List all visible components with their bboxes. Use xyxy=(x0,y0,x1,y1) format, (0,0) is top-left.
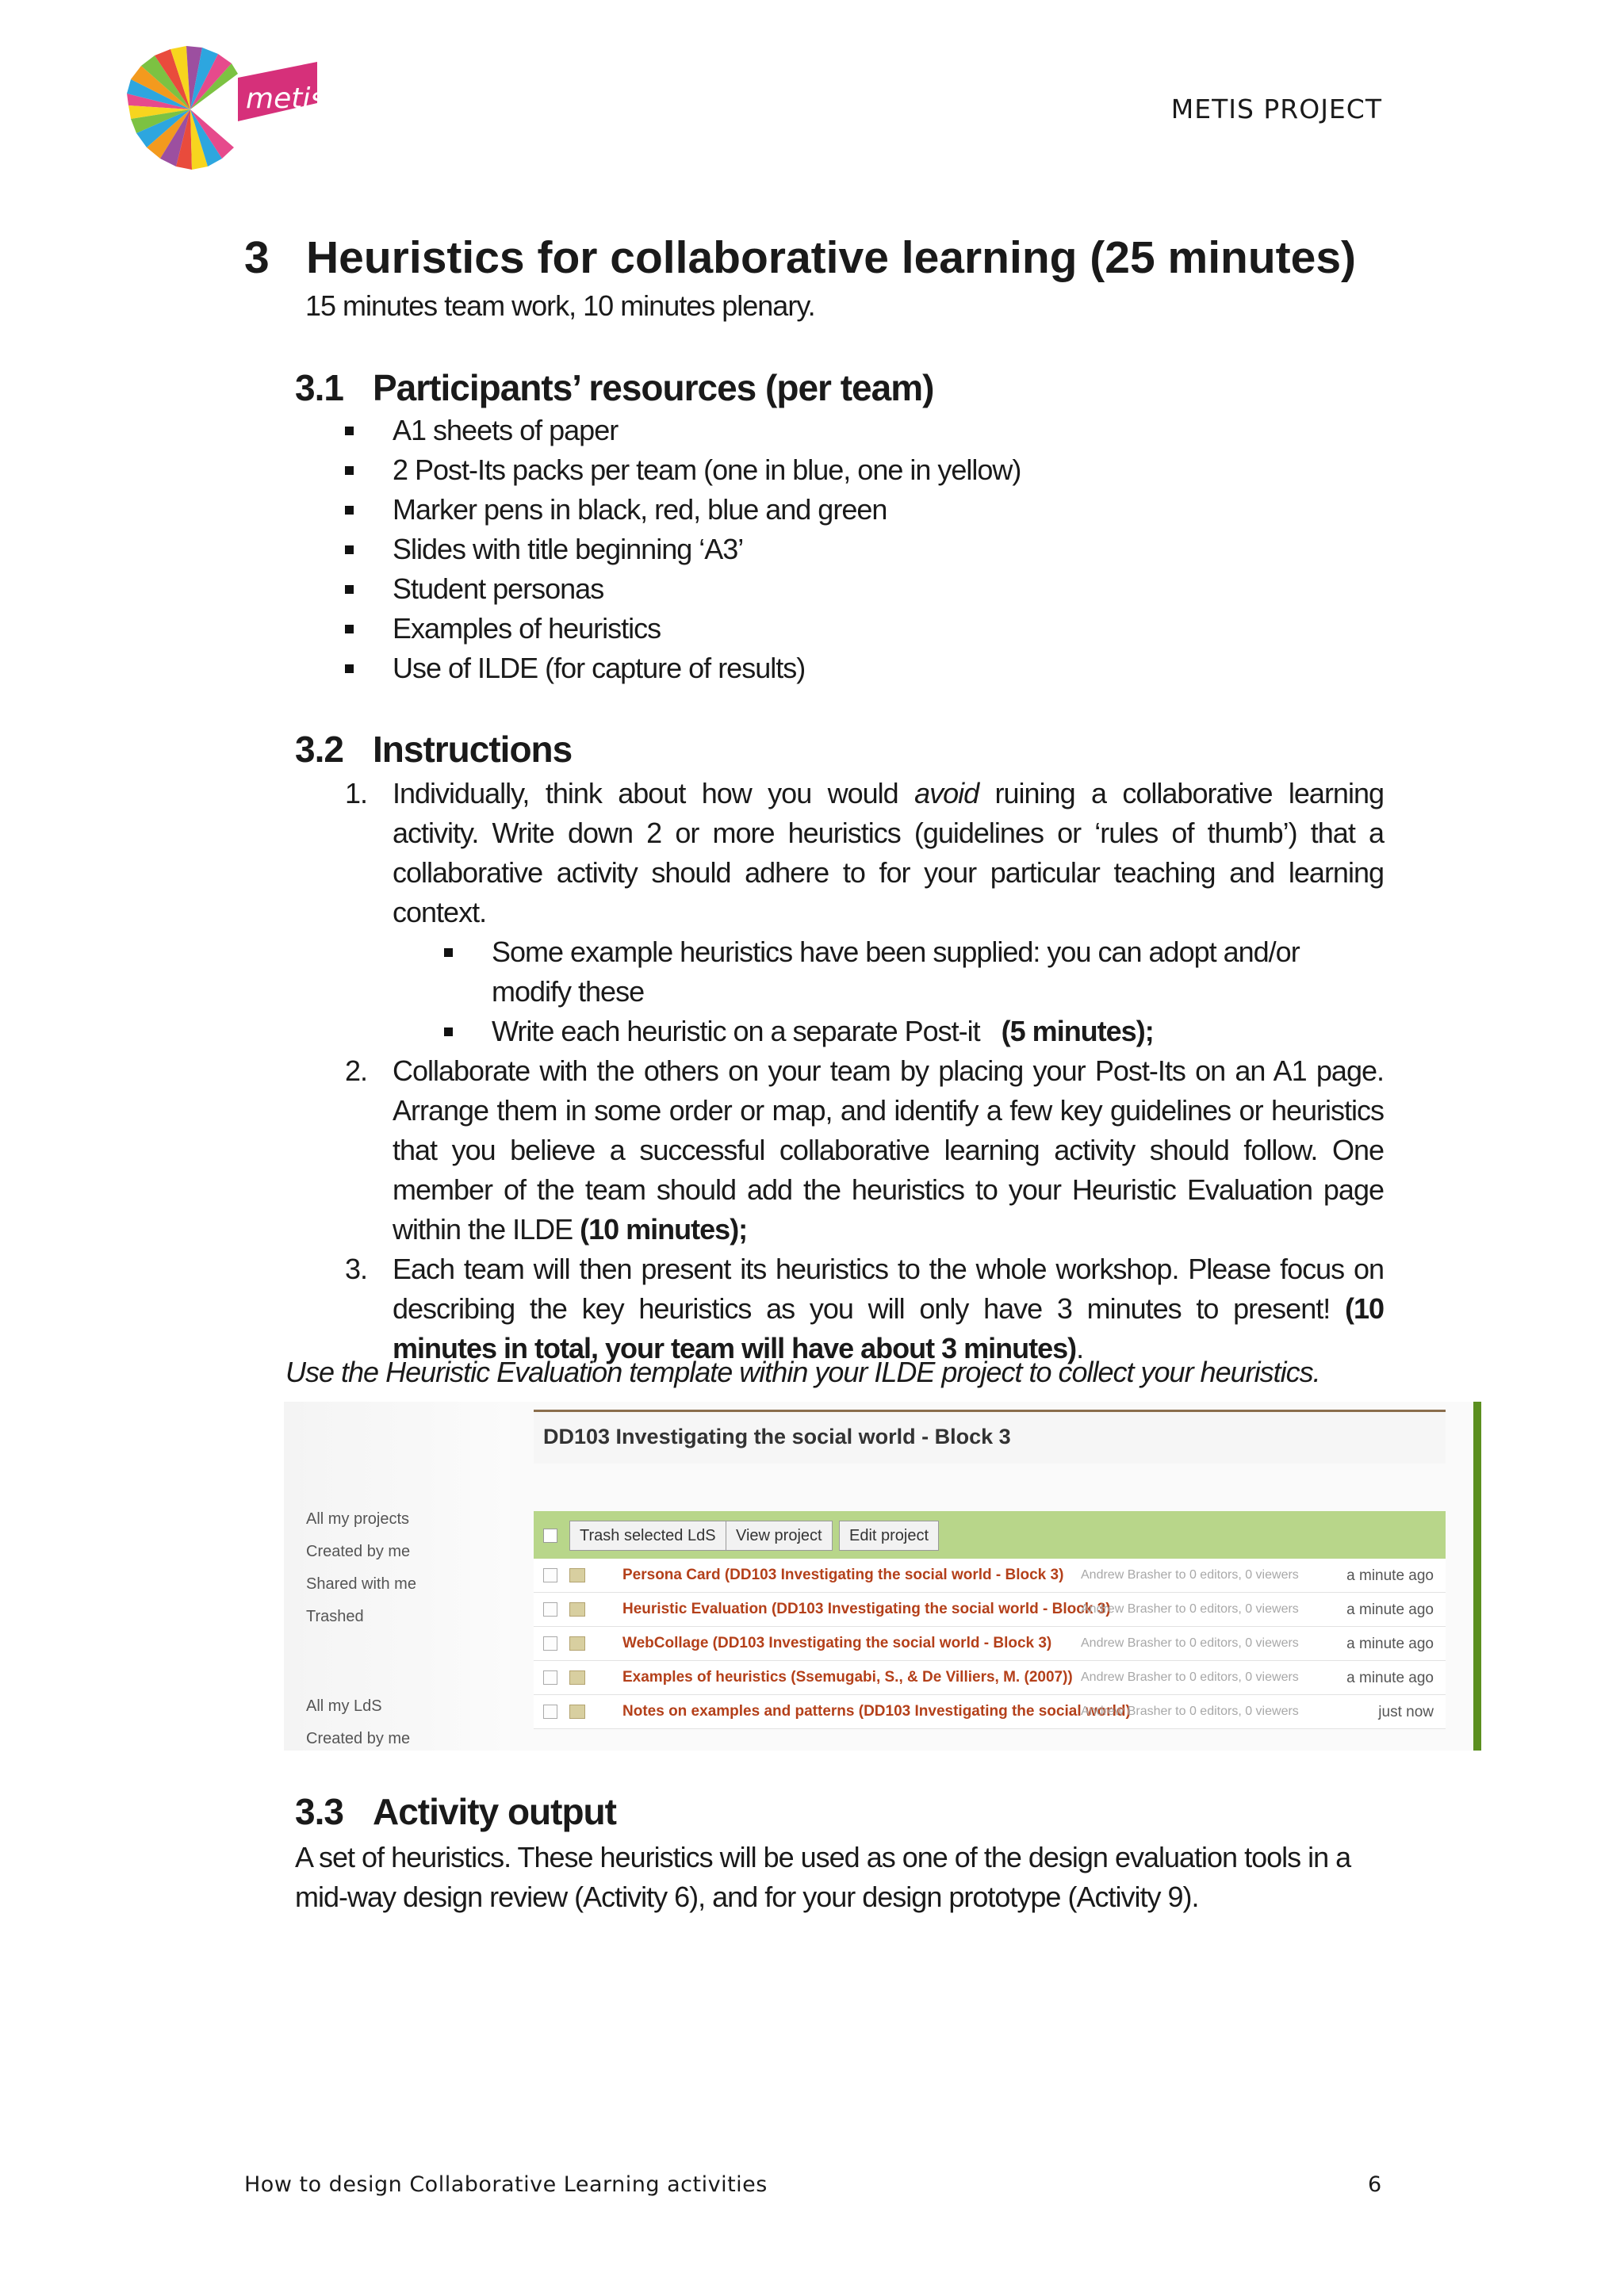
row-time: a minute ago xyxy=(1346,1567,1434,1584)
activity-output-text: A set of heuristics. These heuristics will be used as one of the design evaluation tools in a mid-way design review (Activity 6), and for your design prototype (Activity 9). xyxy=(295,1841,1351,1913)
trash-selected-button[interactable]: Trash selected LdS xyxy=(569,1521,726,1551)
sub-list-item xyxy=(492,1012,1384,1051)
row-time: a minute ago xyxy=(1346,1601,1434,1618)
instructions-list xyxy=(345,774,1384,1368)
accent-bar xyxy=(1473,1402,1481,1751)
section-3-subtitle: 15 minutes team work, 10 minutes plenary. xyxy=(305,289,815,322)
table-row[interactable] xyxy=(534,1593,1446,1627)
row-checkbox[interactable] xyxy=(543,1636,557,1651)
project-title-bar xyxy=(534,1410,1446,1464)
section-number: 3.2 xyxy=(295,729,343,770)
step-text: ruining a collaborative learning activity. Write down 2 or more heuristics (guidelines or ‘rules of thumb’) that a collaborative activity should adhere to for your particular teaching and learning context. xyxy=(393,777,1384,928)
view-project-button[interactable]: View project xyxy=(726,1521,833,1551)
sidebar-link-trashed[interactable]: Trashed xyxy=(306,1608,364,1625)
table-row[interactable] xyxy=(534,1559,1446,1593)
step-number: 3. xyxy=(345,1253,368,1285)
section-3-2-heading xyxy=(295,728,572,771)
step-number: 2. xyxy=(345,1054,368,1087)
section-3-heading xyxy=(244,232,1356,284)
document-icon xyxy=(569,1705,585,1719)
sidebar-link-created-by-me[interactable]: Created by me xyxy=(306,1543,411,1560)
step-text: Each team will then present its heuristics to the whole workshop. Please focus on describing the key heuristics as you will only have 3 minutes to present! xyxy=(393,1253,1384,1325)
list-item: 2 Post-Its packs per team (one in blue, one in yellow) xyxy=(345,450,1021,490)
row-title-link[interactable]: Heuristic Evaluation (DD103 Investigating the social world - Block 3) xyxy=(622,1601,1111,1617)
step-end: . xyxy=(1076,1332,1084,1364)
sub-list xyxy=(393,932,1384,1051)
row-author: Andrew Brasher to 0 editors, 0 viewers xyxy=(1081,1705,1299,1718)
instruction-step-2 xyxy=(345,1051,1384,1249)
ilde-sidebar xyxy=(284,1402,510,1751)
table-row[interactable] xyxy=(534,1627,1446,1661)
section-3-3-heading xyxy=(295,1790,616,1833)
row-checkbox[interactable] xyxy=(543,1602,557,1617)
header-title: METIS PROJECT xyxy=(1170,94,1382,124)
edit-project-button[interactable]: Edit project xyxy=(839,1521,939,1551)
section-title: Heuristics for collaborative learning (25 minutes) xyxy=(306,232,1357,283)
row-author: Andrew Brasher to 0 editors, 0 viewers xyxy=(1081,1602,1299,1616)
step-text: Individually, think about how you would xyxy=(393,777,915,809)
row-time: a minute ago xyxy=(1346,1636,1434,1652)
document-icon xyxy=(569,1602,585,1617)
sub-item-text: Write each heuristic on a separate Post-it xyxy=(492,1015,980,1047)
step-number: 1. xyxy=(345,777,368,809)
row-author: Andrew Brasher to 0 editors, 0 viewers xyxy=(1081,1568,1299,1582)
ilde-screenshot xyxy=(284,1402,1481,1751)
sidebar-link-lds-created-by-me[interactable]: Created by me xyxy=(306,1730,411,1747)
page-number: 6 xyxy=(1368,2172,1382,2197)
table-row[interactable] xyxy=(534,1695,1446,1729)
resources-list xyxy=(345,411,1021,688)
sidebar-link-shared-with-me[interactable]: Shared with me xyxy=(306,1575,416,1593)
sub-item-text: Some example heuristics have been supplied: you can adopt and/or modify these xyxy=(492,936,1300,1008)
step-emphasis: avoid xyxy=(914,777,979,809)
document-icon xyxy=(569,1636,585,1651)
section-title: Instructions xyxy=(373,729,573,770)
row-title-link[interactable]: Examples of heuristics (Ssemugabi, S., & De Villiers, M. (2007)) xyxy=(622,1669,1073,1686)
list-item: Slides with title beginning ‘A3’ xyxy=(345,530,1021,569)
lds-toolbar xyxy=(534,1511,1446,1559)
row-title-link[interactable]: Notes on examples and patterns (DD103 Investigating the social world) xyxy=(622,1703,1131,1720)
sub-item-bold: (5 minutes); xyxy=(1001,1015,1154,1047)
document-icon xyxy=(569,1568,585,1582)
section-number: 3.1 xyxy=(295,367,343,408)
select-all-checkbox[interactable] xyxy=(543,1529,557,1543)
list-item: Use of ILDE (for capture of results) xyxy=(345,649,1021,688)
row-author: Andrew Brasher to 0 editors, 0 viewers xyxy=(1081,1670,1299,1684)
list-item: A1 sheets of paper xyxy=(345,411,1021,450)
sidebar-link-all-projects[interactable]: All my projects xyxy=(306,1510,410,1528)
instruction-step-3 xyxy=(345,1249,1384,1368)
row-time: a minute ago xyxy=(1346,1670,1434,1686)
list-item: Examples of heuristics xyxy=(345,609,1021,649)
section-number: 3 xyxy=(244,232,270,283)
row-time: just now xyxy=(1378,1704,1434,1720)
document-icon xyxy=(569,1670,585,1685)
logo-text: metis xyxy=(246,82,326,115)
section-number: 3.3 xyxy=(295,1791,343,1832)
section-title: Participants’ resources (per team) xyxy=(373,367,934,408)
list-item: Student personas xyxy=(345,569,1021,609)
row-title-link[interactable]: WebCollage (DD103 Investigating the social world - Block 3) xyxy=(622,1635,1052,1651)
section-title: Activity output xyxy=(373,1791,616,1832)
row-title-link[interactable]: Persona Card (DD103 Investigating the social world - Block 3) xyxy=(622,1567,1064,1583)
row-checkbox[interactable] xyxy=(543,1705,557,1719)
row-checkbox[interactable] xyxy=(543,1670,557,1685)
project-title: DD103 Investigating the social world - Block 3 xyxy=(543,1425,1011,1448)
step-bold: (10 minutes); xyxy=(580,1213,748,1246)
table-row[interactable] xyxy=(534,1661,1446,1695)
instruction-step-1 xyxy=(345,774,1384,1051)
row-checkbox[interactable] xyxy=(543,1568,557,1582)
sidebar-link-all-lds[interactable]: All my LdS xyxy=(306,1697,382,1715)
section-3-1-heading xyxy=(295,366,933,409)
figure-caption: Use the Heuristic Evaluation template within your ILDE project to collect your heuristics. xyxy=(285,1356,1320,1388)
step-bold: (10 minutes in total, your team will have about 3 minutes) xyxy=(393,1292,1384,1364)
lds-table xyxy=(534,1559,1446,1729)
metis-logo xyxy=(119,30,325,185)
step-text: Collaborate with the others on your team by placing your Post-Its on an A1 page. Arrange them in some order or map, and identify a few key guidelines or heuristics that you believe a successful collaborative learning activity should follow. One member of the team should add the heuristics to your Heuristic Evaluation page within the ILDE xyxy=(393,1054,1384,1246)
footer-title: How to design Collaborative Learning activities xyxy=(244,2172,768,2197)
row-author: Andrew Brasher to 0 editors, 0 viewers xyxy=(1081,1636,1299,1650)
list-item: Marker pens in black, red, blue and green xyxy=(345,490,1021,530)
sub-list-item xyxy=(492,932,1384,1012)
